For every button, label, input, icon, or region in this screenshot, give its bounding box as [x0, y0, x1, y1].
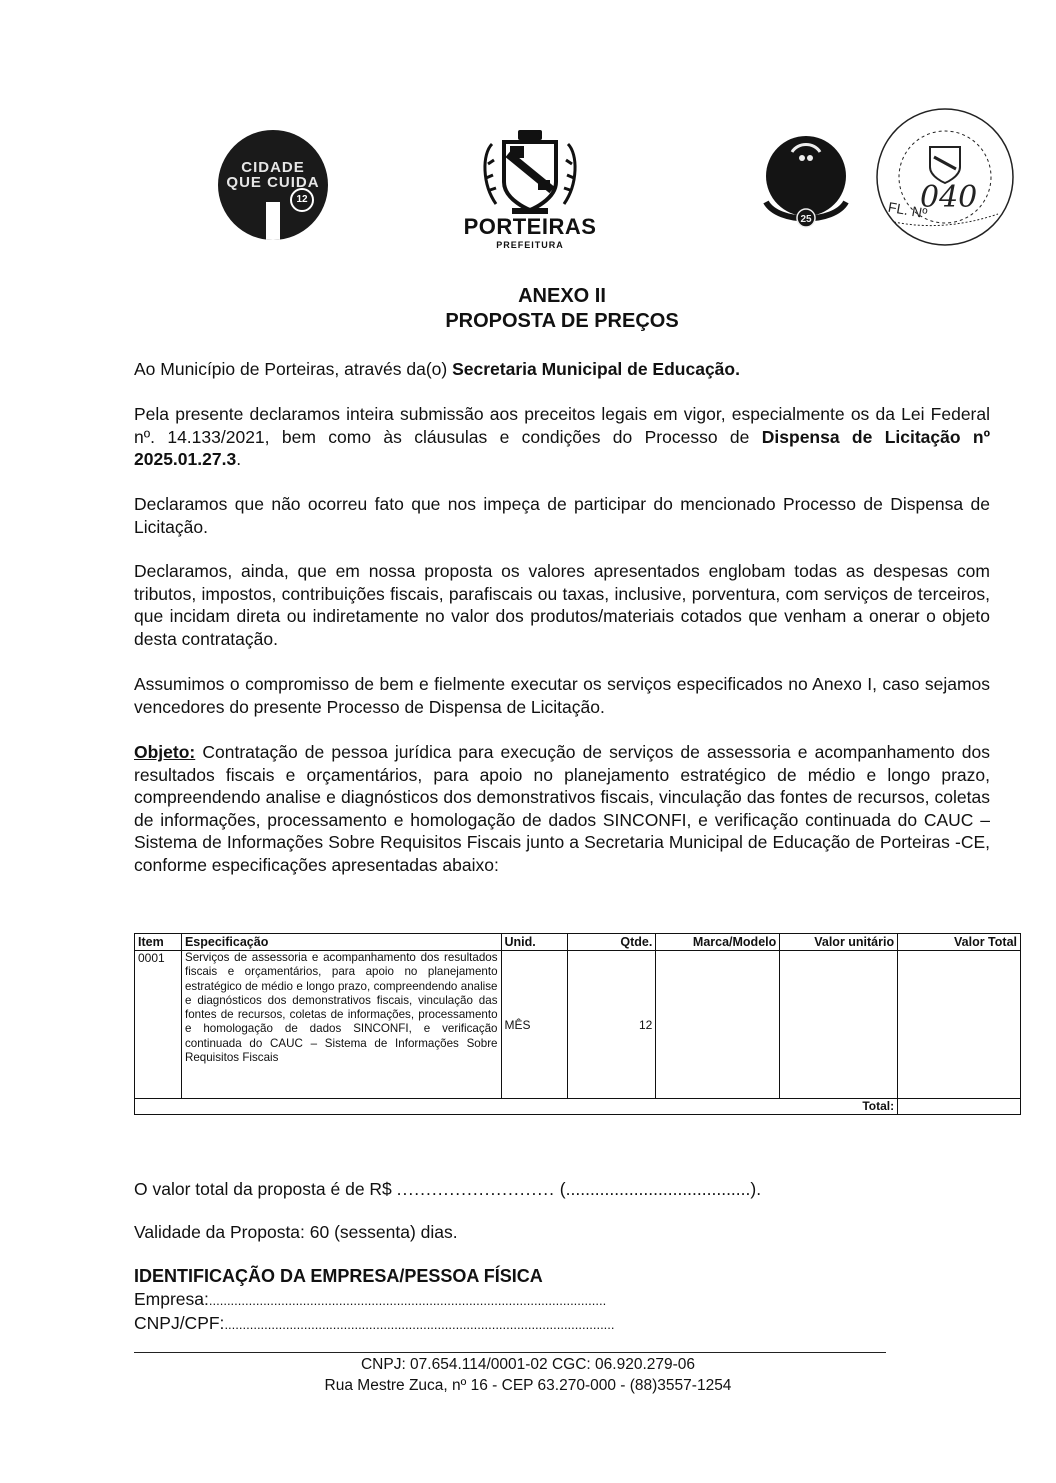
quantity-cell: 12 [568, 951, 656, 1099]
column-header: Marca/Modelo [656, 934, 780, 951]
cnpj-line [134, 1313, 615, 1334]
total-label: Total: [135, 1099, 898, 1115]
paragraph-1-text: Pela presente declaramos inteira submissão aos preceitos legais em vigor, especialmente os da Lei Federal nº. 14.133/2021, bem como às cláusulas e condições do Processo de [134, 404, 990, 447]
company-blank: .............................................................................................................. [208, 1293, 607, 1308]
intro-bold: Secretaria Municipal de Educação. [452, 359, 740, 379]
unit-cell: MÊS [501, 951, 568, 1099]
annex-title: ANEXO II [518, 285, 606, 307]
objeto-label: Objeto: [134, 742, 196, 762]
footer-cnpj: CNPJ: 07.654.114/0001-02 CGC: 06.920.279-06 [360, 1356, 696, 1373]
column-header: Qtde. [568, 934, 656, 951]
footer-divider [134, 1352, 886, 1353]
logo-text-line2: QUE CUIDA [226, 174, 320, 191]
company-line [134, 1289, 606, 1310]
total-value-line [134, 1179, 761, 1200]
table-header-row [135, 934, 1021, 951]
table-row [135, 951, 1021, 1099]
unit-value-cell [780, 951, 898, 1099]
stamp-page-number: 040 [920, 180, 978, 215]
grand-total-cell [898, 1099, 1021, 1115]
seal-badge-text: 25 [800, 214, 812, 225]
brand-name: PORTEIRAS [463, 214, 597, 239]
column-header: Unid. [501, 934, 568, 951]
company-label: Empresa: [134, 1289, 209, 1309]
identification-heading: IDENTIFICAÇÃO DA EMPRESA/PESSOA FÍSICA [134, 1266, 543, 1286]
paragraph-1-suffix: . [236, 449, 242, 469]
cidade-que-cuida-logo [218, 130, 328, 240]
logo-text [218, 160, 328, 190]
total-value-words-blank: (......................................). [554, 1179, 762, 1199]
column-header: Valor unitário [780, 934, 898, 951]
item-cell: 0001 [135, 951, 182, 1099]
column-header: Item [135, 934, 182, 951]
stamp-fl-label: FL. Nº [886, 198, 929, 222]
anniversary-seal-icon [758, 132, 854, 228]
column-header: Especificação [181, 934, 501, 951]
table-total-row [135, 1099, 1021, 1115]
logo-stem-shape [266, 202, 280, 240]
protocol-stamp-icon [870, 102, 1020, 252]
document-title: PROPOSTA DE PREÇOS [445, 310, 679, 332]
objeto-paragraph [134, 741, 990, 876]
column-header: Valor Total [898, 934, 1021, 951]
price-table [134, 933, 1021, 1115]
specification-cell: Serviços de assessoria e acompanhamento dos resultados fiscais e orçamentários, para apoio no planejamento estratégico de médio e longo prazo, compreendendo analise e diagnósticos dos demonstrativos fiscais, vinculação das fontes de recursos, coletas de informações, processamento e homologação de dados SINCONFI, e verificação continuada do CAUC – Sistema de Informações Sobre Requisitos Fiscais [181, 951, 501, 1099]
logo-badge: 12 [290, 188, 314, 212]
paragraph-1 [134, 403, 990, 471]
brand-cell [656, 951, 780, 1099]
brand-subtitle: PREFEITURA [496, 240, 564, 250]
intro-text: Ao Município de Porteiras, através da(o) [134, 359, 453, 379]
validity-line: Validade da Proposta: 60 (sessenta) dias. [134, 1222, 458, 1242]
paragraph-1-bold: Dispensa de Licitação nº 2025.01.27.3 [134, 426, 991, 469]
paragraph-4: Assumimos o compromisso de bem e fielmente executar os serviços especificados no Anexo I, caso sejamos vencedores do presente Processo de Dispensa de Licitação. [134, 674, 990, 717]
paragraph-3: Declaramos, ainda, que em nossa proposta os valores apresentados englobam todas as despesas com tributos, impostos, contribuições fiscais, parafiscais ou taxas, inclusive, porventura, com serviços de terceiros, que incidam direta ou indiretamente no valor dos produtos/materiais cotados que venham a onerar o objeto desta contratação. [134, 561, 990, 649]
intro-paragraph [134, 358, 990, 381]
cnpj-blank: ............................................................................................................ [224, 1317, 615, 1332]
total-value-cell [898, 951, 1021, 1099]
porteiras-crest-icon [478, 124, 582, 218]
objeto-text: Contratação de pessoa jurídica para execução de serviços de assessoria e acompanhamento dos resultados fiscais e orçamentários, para apoio no planejamento estratégico de médio e longo prazo, compreendendo analise e diagnósticos dos demonstrativos fiscais, vinculação das fontes de recursos, coletas de informações, processamento e homologação de dados SINCONFI, e verificação continuada do CAUC – Sistema de Informações Sobre Requisitos Fiscais junto a Secretaria Municipal de Educação de Porteiras -CE, conforme especificações apresentadas abaixo: [134, 742, 990, 875]
total-value-text: O valor total da proposta é de R$ [134, 1179, 397, 1199]
footer-address: Rua Mestre Zuca, nº 16 - CEP 63.270-000 - (88)3557-1254 [324, 1377, 732, 1394]
logo-text-line1: CIDADE [241, 159, 305, 176]
paragraph-2: Declaramos que não ocorreu fato que nos impeça de participar do mencionado Processo de Dispensa de Licitação. [134, 494, 990, 537]
total-value-blank: ........................... [396, 1179, 555, 1199]
cnpj-label: CNPJ/CPF: [134, 1313, 225, 1333]
